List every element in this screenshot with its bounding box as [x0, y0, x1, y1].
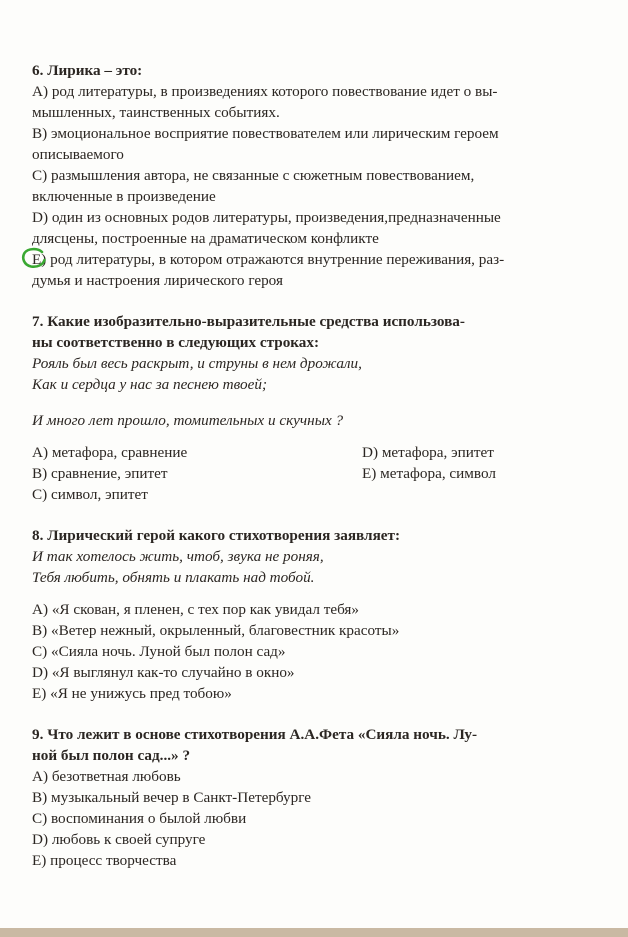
question-7-title-line-1: 7. Какие изобразительно-выразительные средства использова-: [32, 313, 465, 330]
q8-verse-line-2: Тебя любить, обнять и плакать над тобой.: [32, 569, 315, 586]
q7-option-d: D) метафора, эпитет: [362, 444, 494, 461]
q7-verse-line-1: Рояль был весь раскрыт, и струны в нем дрожали,: [32, 355, 362, 372]
q8-option-e: Е) «Я не унижусь пред тобою»: [32, 685, 232, 702]
question-9: [32, 724, 592, 871]
question-6-title: 6. Лирика – это:: [32, 62, 143, 79]
q8-option-b: В) «Ветер нежный, окрыленный, благовестник красоты»: [32, 622, 400, 639]
q9-option-b: В) музыкальный вечер в Санкт-Петербурге: [32, 789, 312, 806]
q7-option-a: А) метафора, сравнение: [32, 444, 188, 461]
q9-option-a: А) безответная любовь: [32, 768, 181, 785]
question-6: [32, 60, 592, 291]
q7-option-c: С) символ, эпитет: [32, 486, 148, 503]
question-8: [32, 525, 592, 704]
q8-option-a: А) «Я скован, я пленен, с тех пор как увидал тебя»: [32, 601, 359, 618]
question-7-title-line-2: ны соответственно в следующих строках:: [32, 334, 320, 351]
q6-option-c-line-2: включенные в произведение: [32, 188, 216, 205]
question-9-title-line-1: 9. Что лежит в основе стихотворения А.А.Фета «Сияла ночь. Лу-: [32, 726, 478, 743]
q6-option-b-line-2: описываемого: [32, 146, 124, 163]
q8-option-c: С) «Сияла ночь. Луной был полон сад»: [32, 643, 286, 660]
q8-verse-line-1: И так хотелось жить, чтоб, звука не роняя,: [32, 548, 324, 565]
q6-option-e-line-2: думья и настроения лирического героя: [32, 272, 283, 289]
q7-verse-line-3: И много лет прошло, томительных и скучных ?: [32, 412, 344, 429]
q7-option-e: Е) метафора, символ: [362, 465, 496, 482]
q7-options: [32, 442, 592, 505]
q6-option-d-line-1: D) один из основных родов литературы, произведения,предназначенные: [32, 209, 501, 226]
q6-option-e-text: Е) род литературы, в котором отражаются внутренние переживания, раз-: [32, 251, 505, 268]
q6-option-c-line-1: С) размышления автора, не связанные с сюжетным повествованием,: [32, 167, 475, 184]
q6-option-e-line-1: [32, 249, 592, 270]
q7-verse-line-2: Как и сердца у нас за песнею твоей;: [32, 376, 268, 393]
q6-option-a-line-2: мышленных, таинственных событиях.: [32, 104, 280, 121]
q6-option-a-line-1: А) род литературы, в произведениях которого повествование идет о вы-: [32, 83, 498, 100]
question-9-title-line-2: ной был полон сад...» ?: [32, 747, 191, 764]
q9-option-c: С) воспоминания о былой любви: [32, 810, 247, 827]
q6-option-d-line-2: длясцены, построенные на драматическом конфликте: [32, 230, 379, 247]
q7-option-b: В) сравнение, эпитет: [32, 465, 168, 482]
q9-option-e: Е) процесс творчества: [32, 852, 177, 869]
document-page: [32, 60, 592, 871]
question-7: [32, 311, 592, 505]
q9-option-d: D) любовь к своей супруге: [32, 831, 206, 848]
q6-option-b-line-1: В) эмоциональное восприятие повествователем или лирическим героем: [32, 125, 499, 142]
answer-circle-mark: [21, 247, 47, 269]
q8-option-d: D) «Я выглянул как-то случайно в окно»: [32, 664, 295, 681]
question-8-title: 8. Лирический герой какого стихотворения заявляет:: [32, 527, 401, 544]
page-bottom-bar: [0, 928, 628, 937]
